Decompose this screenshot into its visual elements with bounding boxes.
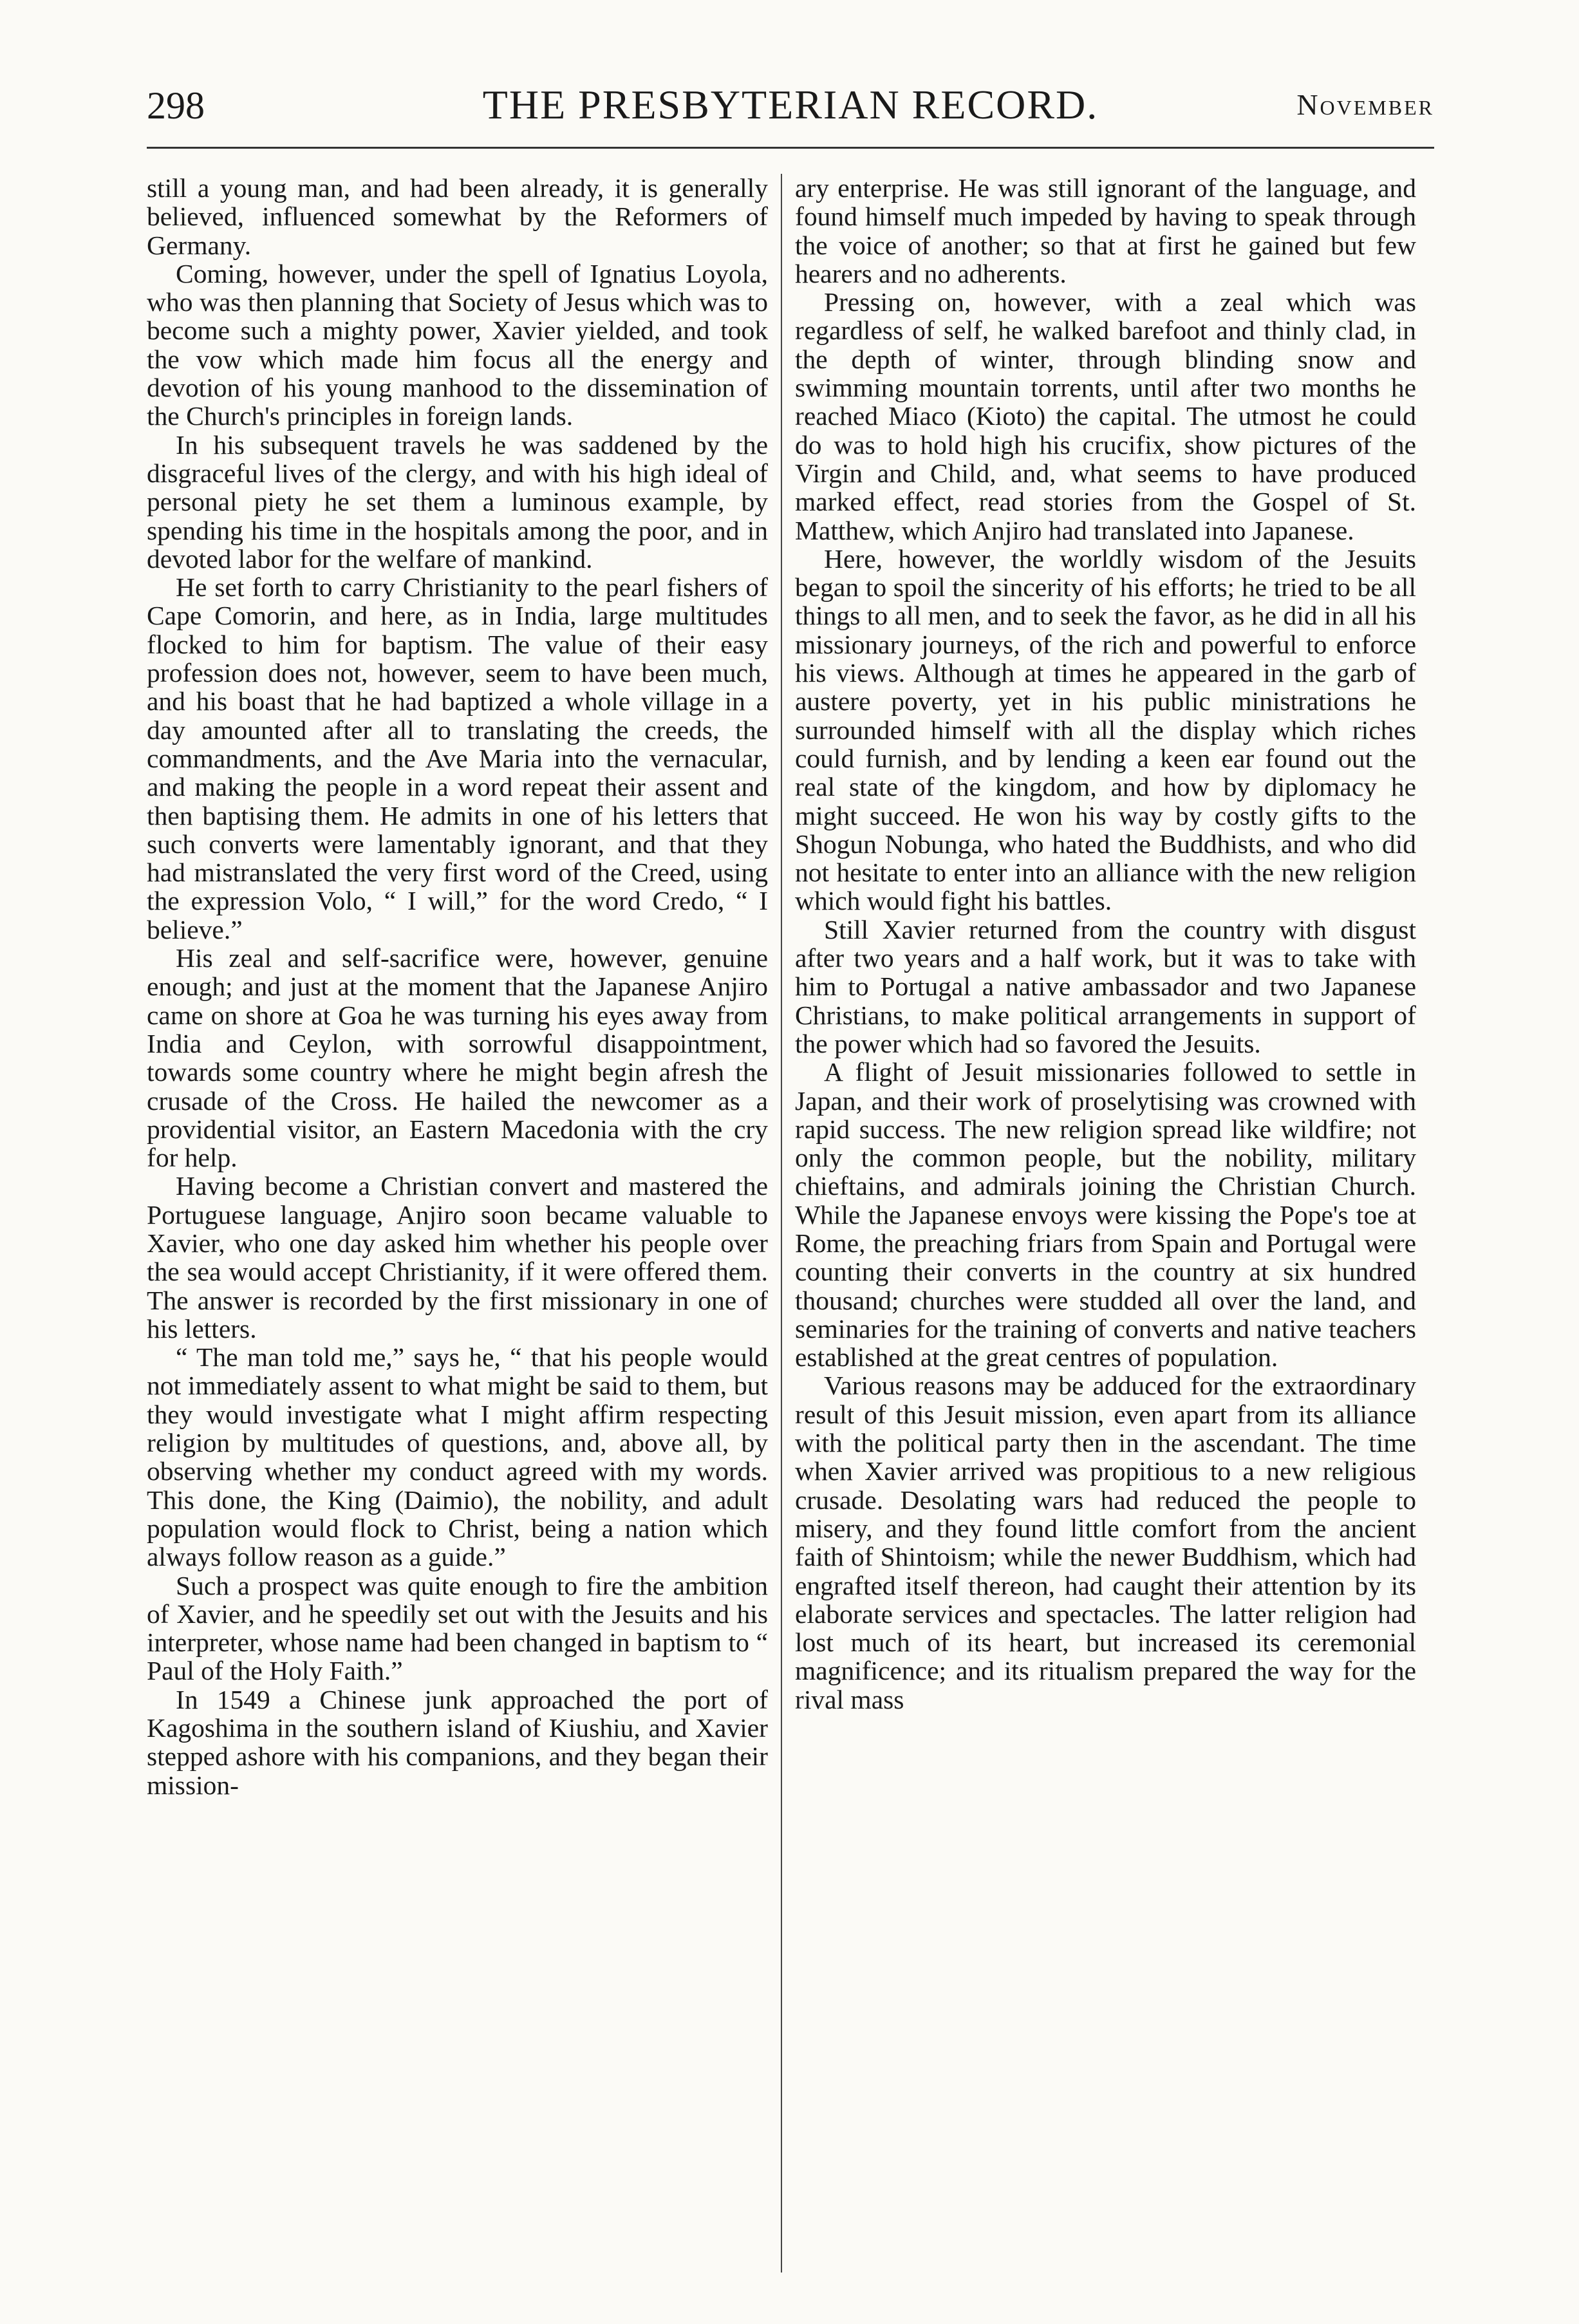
paragraph: A flight of Jesuit missionaries followed to settle in Japan, and their work of proselytising was crowned with rapid success. The new religion spread like wildfire; not only the common people, but the nobility, military chieftains, and admirals joining the Christian Church. While the Japanese envoys were kissing the Pope's toe at Rome, the preaching friars from Spain and Portugal were counting their converts in the country at six hundred thousand; churches were studded all over the land, and seminaries for the training of converts and native teachers established at the great centres of population. <box>795 1057 1416 1373</box>
paragraph: Coming, however, under the spell of Ignatius Loyola, who was then planning that Society of Jesus which was to become such a mighty power, Xavier yielded, and took the vow which made him focus all the energy and devotion of his young manhood to the dissemination of the Church's principles in foreign lands. <box>147 258 768 431</box>
left-column <box>147 174 768 2279</box>
paragraph: ary enterprise. He was still ignorant of the language, and found himself much impeded by having to speak through the voice of another; so that at first he gained but few hearers and no adherents. <box>795 174 1416 288</box>
paragraph: Still Xavier returned from the country with disgust after two years and a half work, but it was to take with him to Portugal a native ambassador and two Japanese Christians, to make political arrangements in support of the power which had so favored the Jesuits. <box>795 914 1416 1058</box>
page-number: 298 <box>147 84 205 127</box>
running-title: THE PRESBYTERIAN RECORD. <box>482 82 1099 127</box>
paragraph: Having become a Christian convert and mastered the Portuguese language, Anjiro soon became valuable to Xavier, who one day asked him whether his people over the sea would accept Christianity, if it were offered them. The answer is recorded by the first missionary in one of his letters. <box>147 1171 768 1344</box>
page-header <box>147 77 1434 135</box>
paragraph: In 1549 a Chinese junk approached the port of Kagoshima in the southern island of Kiushiu, and Xavier stepped ashore with his companions, and they began their mission- <box>147 1684 768 1800</box>
paragraph: He set forth to carry Christianity to the pearl fishers of Cape Comorin, and here, as in India, large multitudes flocked to him for baptism. The value of their easy profession does not, however, seem to have been much, and his boast that he had baptized a whole village in a day amounted after all to translating the creeds, the commandments, and the Ave Maria into the vernacular, and making the people in a word repeat their assent and then baptising them. He admits in one of his letters that such converts were lamentably ignorant, and that they had mistranslated the very first word of the Creed, using the expression Volo, “ I will,” for the word Credo, “ I believe.” <box>147 572 768 944</box>
paragraph: Here, however, the worldly wisdom of the Jesuits began to spoil the sincerity of his efforts; he tried to be all things to all men, and to seek the favor, as he did in all his missionary journeys, of the rich and powerful to enforce his views. Although at times he appeared in the garb of austere poverty, yet in his public ministrations he surrounded himself with all the display which riches could furnish, and by lending a keen ear found out the real state of the kingdom, and how by diplomacy he might succeed. He won his way by costly gifts to the Shogun Nobunga, who hated the Buddhists, and who did not hesitate to enter into an alliance with the new religion which would fight his battles. <box>795 543 1416 916</box>
header-rule <box>147 147 1434 149</box>
paragraph: Such a prospect was quite enough to fire the ambition of Xavier, and he speedily set out with the Jesuits and his interpreter, whose name had been changed in baptism to “ Paul of the Holy Faith.” <box>147 1570 768 1686</box>
paragraph: In his subsequent travels he was saddened by the disgraceful lives of the clergy, and with his high ideal of personal piety he set them a luminous example, by spending his time in the hospitals among the poor, and in devoted labor for the welfare of mankind. <box>147 429 768 574</box>
paragraph: His zeal and self-sacrifice were, however, genuine enough; and just at the moment that the Japanese Anjiro came on shore at Goa he was turning his eyes away from India and Ceylon, with sorrowful disappointment, towards some country where he might begin afresh the crusade of the Cross. He hailed the newcomer as a providential visitor, an Eastern Macedonia with the cry for help. <box>147 943 768 1173</box>
issue-month: November <box>1296 88 1434 121</box>
paragraph: “ The man told me,” says he, “ that his people would not immediately assent to what might be said to them, but they would investigate what I might affirm respecting religion by multitudes of questions, and, above all, by observing whether my conduct agreed with my words. This done, the King (Daimio), the nobility, and adult population would flock to Christ, being a nation which always follow reason as a guide.” <box>147 1342 768 1572</box>
right-column <box>795 174 1416 2279</box>
paragraph: still a young man, and had been already, it is generally believed, influenced somewhat by the Reformers of Germany. <box>147 174 768 260</box>
paragraph: Pressing on, however, with a zeal which was regardless of self, he walked barefoot and thinly clad, in the depth of winter, through blinding snow and swimming mountain torrents, until after two months he reached Miaco (Kioto) the capital. The utmost he could do was to hold high his crucifix, show pictures of the Virgin and Child, and, what seems to have produced marked effect, read stories from the Gospel of St. Matthew, which Anjiro had translated into Japanese. <box>795 287 1416 545</box>
column-divider <box>781 174 782 2272</box>
paragraph: Various reasons may be adduced for the extraordinary result of this Jesuit mission, even apart from its alliance with the political party then in the ascendant. The time when Xavier arrived was propitious to a new religious crusade. Desolating wars had reduced the people to misery, and they found little comfort from the ancient faith of Shintoism; while the newer Buddhism, which had engrafted itself thereon, had caught their attention by its elaborate services and spectacles. The latter religion had lost much of its heart, but increased its ceremonial magnificence; and its ritualism prepared the way for the rival mass <box>795 1371 1416 1714</box>
